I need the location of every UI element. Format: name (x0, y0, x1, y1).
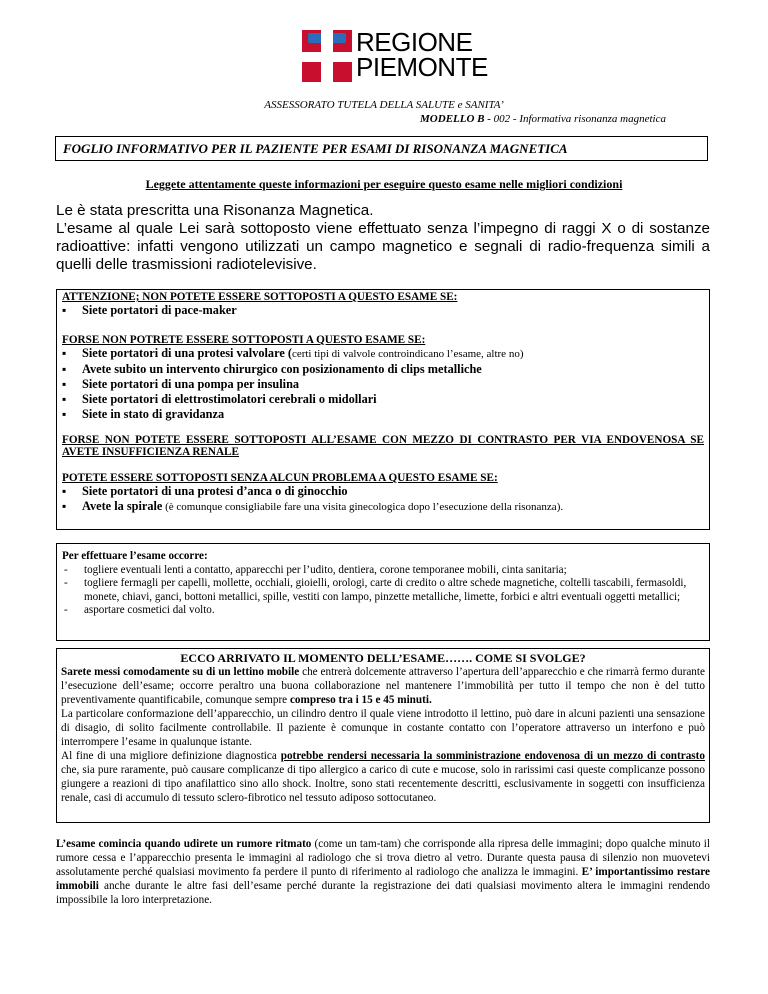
attenzione-heading: ATTENZIONE; NON POTETE ESSERE SOTTOPOSTI A QUESTO ESAME SE: (62, 291, 458, 303)
regione-piemonte-logo (302, 27, 488, 82)
list-item: - togliere fermagli per capelli, mollette, occhiali, gioielli, orologi, carte di credito o altre schede magnetiche, coltelli tascabili, fermasoldi, monete, chiavi, ganci, bottoni metallici, spille, vestiti con lampo, pinzette metalliche, limette, forbici e altri eventuali oggetti metallici; (62, 577, 704, 604)
list-item: - asportare cosmetici dal volto. (62, 604, 704, 618)
logo-text: REGIONE PIEMONTE (356, 27, 488, 82)
procedure-paragraph-3: Al fine di una migliore definizione diagnostica potrebbe rendersi necessaria la somministrazione endovenosa di un mezzo di contrasto che, sia pure raramente, può causare complicanze di tipo allergico a carico di cute e mucose, solo in rarissimi casi queste complicanze possono giungere a reazioni di tipo anafilattico sino allo shock. Inoltre, sono stati recentemente descritti, esclusivamente in soggetti con insufficienza renale, casi di accumulo di tessuto sclero-fibrotico nel tessuto adiposo sottocutaneo. (61, 750, 705, 804)
list-item: ▪ Siete portatori di una protesi valvolare (certi tipi di valvole controindicano l’esame, altre no) (62, 346, 704, 362)
procedure-heading: ECCO ARRIVATO IL MOMENTO DELL’ESAME……. COME SI SVOLGE? (180, 651, 586, 665)
list-item: ▪ Siete portatori di pace-maker (62, 303, 704, 318)
list-item: ▪ Siete portatori di una protesi d’anca o di ginocchio (62, 484, 704, 499)
list-item: ▪ Avete la spirale (è comunque consigliabile fare una visita ginecologica dopo l’esecuzione della risonanza). (62, 499, 704, 515)
list-item: ▪ Siete in stato di gravidanza (62, 407, 704, 422)
document-title: FOGLIO INFORMATIVO PER IL PAZIENTE PER ESAMI DI RISONANZA MAGNETICA (55, 136, 708, 161)
preparation-list (62, 564, 704, 618)
procedure-box (56, 648, 710, 823)
warnings-box (56, 289, 710, 530)
forse-heading: FORSE NON POTRETE ESSERE SOTTOPOSTI A QUESTO ESAME SE: (62, 334, 426, 346)
list-item: ▪ Avete subito un intervento chirurgico con posizionamento di clips metalliche (62, 362, 704, 377)
intro-text: Le è stata prescritta una Risonanza Magnetica. L’esame al quale Lei sarà sottoposto viene effettuato senza l’impegno di raggi X o di sostanze radioattive: infatti vengono utilizzati un campo magnetico e segnali di radio-frequenza simili a quelli delle trasmissioni radiotelevisive. (56, 202, 710, 273)
attenzione-list (62, 303, 704, 318)
instruction-line: Leggete attentamente queste informazioni per eseguire questo esame nelle migliori condizioni (145, 177, 623, 191)
potete-list (62, 484, 704, 515)
closing-paragraph: L’esame comincia quando udirete un rumore ritmato (come un tam-tam) che corrisponde alla ripresa delle immagini; dopo qualche minuto il rumore cessa e l’apparecchio presenta le immagini al radiologo che si trova dietro al vetro. Durante questa pausa di silenzio non muovetevi assolutamente perché qualsiasi movimento fa perdere il punto di riferimento al radiologo che analizza le immagini. E’ importantissimo restare immobili anche durante le altre fasi dell’esame perché durante la registrazione dei dati qualsiasi movimento altera le immagini rendendo impossibile la loro interpretazione. (56, 838, 710, 906)
procedure-paragraph-2: La particolare conformazione dell’apparecchio, un cilindro dentro il quale viene introdotto il lettino, può dare in alcuni pazienti una sensazione di disagio, di solito facilmente controllabile. Il paziente è comunque in costante contatto con l’operatore attraverso un interfono e può interrompere l’esame in qualunque istante. (61, 708, 705, 748)
potete-heading: POTETE ESSERE SOTTOPOSTI SENZA ALCUN PROBLEMA A QUESTO ESAME SE: (62, 472, 498, 484)
list-item: ▪ Siete portatori di elettrostimolatori cerebrali o midollari (62, 392, 704, 407)
preparation-box (56, 543, 710, 641)
modello-header: MODELLO B - 002 - Informativa risonanza magnetica (420, 113, 666, 125)
procedure-paragraph-1: Sarete messi comodamente su di un lettino mobile che entrerà dolcemente attraverso l’apertura dell’apparecchio e che rimarrà fermo durante l’esecuzione dell’esame; occorre peraltro una buona collaborazione nel mantenere l’immobilità per tutto il tempo che non è del tutto preventivamente quantificabile, comunque sempre compreso tra i 15 e 45 minuti. (61, 666, 705, 706)
forse-list (62, 346, 704, 422)
contrasto-heading: FORSE NON POTETE ESSERE SOTTOPOSTI ALL’ESAME CON MEZZO DI CONTRASTO PER VIA ENDOVENOSA SE AVETE INSUFFICIENZA RENALE (62, 434, 704, 458)
list-item: - togliere eventuali lenti a contatto, apparecchi per l’udito, dentiera, corone temporanee mobili, cinta sanitaria; (62, 564, 704, 578)
assessorato-header: ASSESSORATO TUTELA DELLA SALUTE e SANITA’ (264, 99, 504, 111)
preparation-heading: Per effettuare l’esame occorre: (62, 550, 208, 562)
piemonte-crest-icon (302, 30, 352, 82)
list-item: ▪ Siete portatori di una pompa per insulina (62, 377, 704, 392)
